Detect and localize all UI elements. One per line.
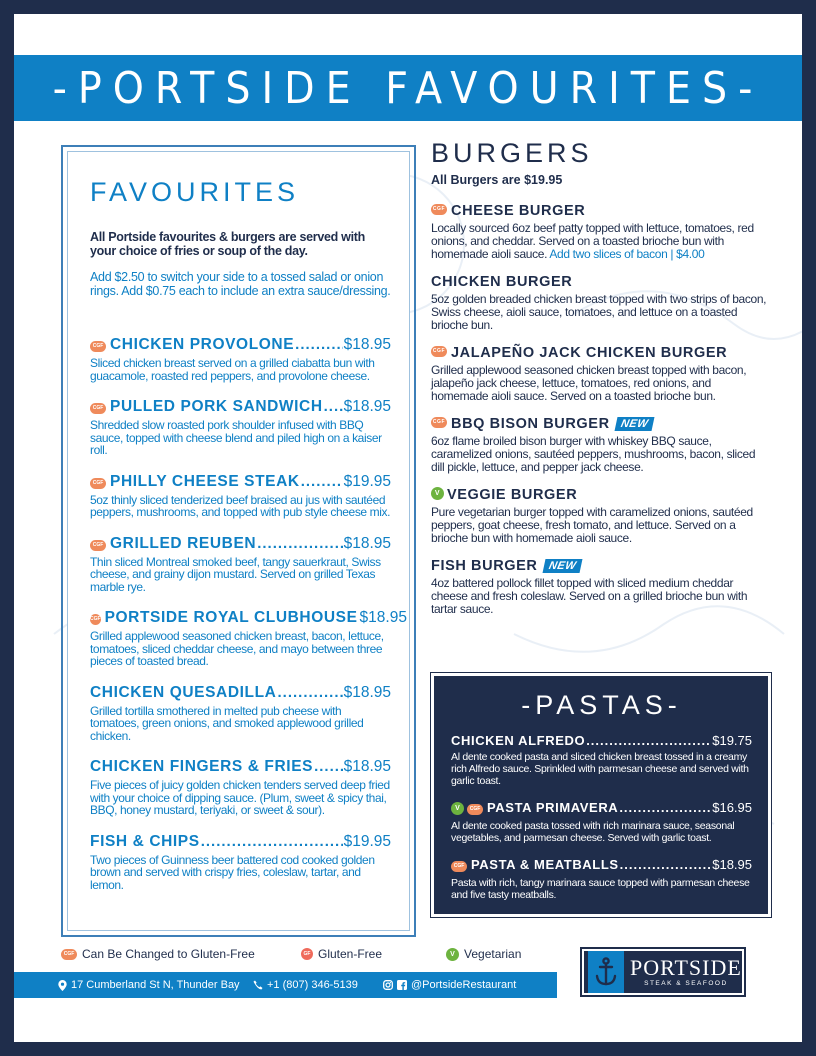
pastas-heading: -PASTAS- <box>521 690 682 720</box>
burger-item <box>431 345 771 403</box>
location-pin-icon <box>58 980 67 991</box>
page-title: -PORTSIDE FAVOURITES- <box>52 62 764 114</box>
burger-item-name: BBQ BISON BURGER <box>451 416 610 432</box>
burger-item-line <box>431 487 771 503</box>
burgers-price-note: All Burgers are $19.95 <box>431 173 563 187</box>
footer-phone[interactable] <box>253 979 383 991</box>
menu-item-description: Five pieces of juicy golden chicken tenders served deep fried with your choice of dipping sauce. (Plum, sweet & spicy thai, BBQ, honey mustard, teriyaki, or sweet & sour). <box>90 778 390 817</box>
pastas-section <box>431 673 771 917</box>
menu-item-line <box>90 684 391 702</box>
menu-item <box>90 535 391 594</box>
pasta-item-line <box>451 857 752 874</box>
favourites-addon-note: Add $2.50 to switch your side to a tossed salad or onion rings. Add $0.75 each to include an extra sauce/dressing. <box>90 270 391 298</box>
menu-item <box>90 758 391 817</box>
menu-item-price: $18.95 <box>343 683 391 701</box>
cgf-badge-icon: CGF <box>90 614 101 625</box>
burger-item <box>431 203 771 261</box>
address-text: 17 Cumberland St N, Thunder Bay <box>71 979 240 991</box>
burger-item-name: CHEESE BURGER <box>451 203 586 219</box>
new-badge: NEW <box>614 417 654 431</box>
dot-leader <box>295 336 342 353</box>
legend-veg <box>446 947 521 961</box>
burger-item-description <box>431 293 771 332</box>
burger-description-text: Pure vegetarian burger topped with caramelized onions, sautéed peppers, goat cheese, fresh tomato, and lettuce. Served on a brioche bun with homemade aioli sauce. <box>431 505 753 545</box>
menu-item-name: FISH & CHIPS <box>90 832 200 850</box>
burger-item-line <box>431 345 771 361</box>
menu-item <box>90 833 391 892</box>
burger-item-description <box>431 364 771 403</box>
cgf-badge-icon: CGF <box>431 204 447 215</box>
footer-address <box>58 979 253 991</box>
cgf-badge-icon: CGF <box>431 417 447 428</box>
footer-social[interactable] <box>383 979 516 991</box>
legend-veg-label: Vegetarian <box>464 947 522 961</box>
burger-item <box>431 558 771 616</box>
pastas-list <box>451 733 752 901</box>
burger-item <box>431 274 771 332</box>
burger-item-name: JALAPEÑO JACK CHICKEN BURGER <box>451 345 728 361</box>
pasta-item-price: $18.95 <box>712 857 752 872</box>
pasta-item-line <box>451 733 752 748</box>
burgers-heading: BURGERS <box>431 138 593 168</box>
burger-item <box>431 487 771 545</box>
burgers-section <box>431 138 771 616</box>
burger-description-text: Locally sourced 6oz beef patty topped with lettuce, tomatoes, red onions, and cheddar. Served on a toasted brioche bun with homemade aioli sauce. <box>431 221 754 261</box>
menu-item-name: CHICKEN PROVOLONE <box>110 336 295 353</box>
anchor-icon <box>588 951 624 993</box>
pasta-item-line <box>451 800 752 817</box>
cgf-badge-icon: CGF <box>431 346 447 357</box>
logo-wordmark <box>630 957 742 987</box>
menu-item-price: $19.95 <box>343 832 391 850</box>
dot-leader <box>619 800 711 815</box>
dot-leader <box>301 473 343 490</box>
dot-leader <box>324 398 343 415</box>
menu-item-price: $19.95 <box>343 472 391 490</box>
burger-item-description <box>431 577 771 616</box>
gf-badge-icon: GF <box>301 948 313 960</box>
menu-item <box>90 473 391 519</box>
menu-item-name: PORTSIDE ROYAL CLUBHOUSE <box>104 609 358 626</box>
dot-leader <box>620 857 712 872</box>
dot-leader <box>314 758 343 775</box>
pasta-item-name: PASTA & MEATBALLS <box>471 857 619 872</box>
logo-panel <box>584 951 742 993</box>
facebook-icon <box>397 980 407 990</box>
cgf-badge-icon: CGF <box>451 861 467 872</box>
new-badge: NEW <box>542 559 582 573</box>
logo-tagline: STEAK & SEAFOOD <box>644 980 728 987</box>
burger-item <box>431 416 771 474</box>
menu-item-price: $18.95 <box>343 398 391 415</box>
menu-item-description: Sliced chicken breast served on a grilled ciabatta bun with guacamole, roasted red peppers, and provolone cheese. <box>90 356 375 383</box>
favourites-section <box>61 145 416 937</box>
pasta-item-name: PASTA PRIMAVERA <box>487 800 619 815</box>
burger-item-description <box>431 506 771 545</box>
pasta-item-description: Al dente cooked pasta and sliced chicken breast tossed in a creamy rich Alfredo sauce. Sprinkled with parmesan cheese and served with garlic toast. <box>451 751 749 787</box>
burger-item-line <box>431 416 771 432</box>
cgf-badge-icon: CGF <box>90 478 106 489</box>
portside-logo <box>580 947 746 997</box>
legend-cgf-label: Can Be Changed to Gluten-Free <box>82 947 255 961</box>
burger-item-name: VEGGIE BURGER <box>447 487 578 503</box>
legend-gf-label: Gluten-Free <box>318 947 383 961</box>
title-banner <box>14 55 802 121</box>
anchor-graphic <box>595 957 617 987</box>
menu-item-name: CHICKEN QUESADILLA <box>90 683 277 701</box>
burger-addon-note: Add two slices of bacon | $4.00 <box>549 247 705 261</box>
cgf-badge-icon: CGF <box>467 804 483 815</box>
dot-leader <box>201 833 343 850</box>
burger-item-name: CHICKEN BURGER <box>431 274 573 290</box>
burger-item-description <box>431 222 771 261</box>
pasta-item <box>451 800 752 844</box>
menu-item-price: $18.95 <box>343 336 391 353</box>
pasta-item <box>451 857 752 901</box>
cgf-badge-icon: CGF <box>61 949 77 960</box>
menu-item-line <box>90 758 391 776</box>
menu-item-description: Thin sliced Montreal smoked beef, tangy sauerkraut, Swiss cheese, and grainy dijon mustard. Served on grilled Texas marble rye. <box>90 554 381 594</box>
cgf-badge-icon: CGF <box>90 341 106 352</box>
menu-item-price: $18.95 <box>343 758 391 775</box>
menu-item-name: CHICKEN FINGERS & FRIES <box>90 758 314 775</box>
menu-item-description: 5oz thinly sliced tenderized beef braised au jus with sautéed peppers, mushrooms, and topped with pub style cheese mix. <box>90 492 391 519</box>
vegetarian-badge-icon: V <box>451 802 464 815</box>
legend-gf <box>301 947 446 961</box>
menu-item-description: Grilled tortilla smothered in melted pub cheese with tomatoes, green onions, and smoked applewood grilled chicken. <box>90 703 364 743</box>
menu-item <box>90 609 407 668</box>
legend-cgf <box>61 947 301 961</box>
dot-leader <box>257 535 342 552</box>
menu-item-description: Two pieces of Guinness beer battered cod cooked golden brown and served with crispy fries, coleslaw, tartar, and lemon. <box>90 852 375 892</box>
pasta-item-description: Pasta with rich, tangy marinara sauce topped with parmesan cheese and five tasty meatballs. <box>451 877 750 901</box>
pasta-item <box>451 733 752 787</box>
burger-item-line <box>431 274 771 290</box>
burger-description-text: 6oz flame broiled bison burger with whiskey BBQ sauce, caramelized onions, sautéed peppers, mushrooms, bacon, sliced dill pickle, lettuce, and pepper jack cheese. <box>431 434 756 474</box>
vegetarian-badge-icon: V <box>446 948 459 961</box>
menu-item-description: Shredded slow roasted pork shoulder infused with BBQ sauce, topped with cheese blend and piled high on a kaiser roll. <box>90 418 382 457</box>
favourites-heading: FAVOURITES <box>90 177 300 207</box>
pasta-item-name: CHICKEN ALFREDO <box>451 733 586 748</box>
menu-item-price: $18.95 <box>343 534 391 552</box>
dot-leader <box>277 684 342 701</box>
pasta-item-price: $19.75 <box>712 733 752 748</box>
menu-item <box>90 336 391 382</box>
phone-text: +1 (807) 346-5139 <box>267 979 358 991</box>
burgers-list <box>431 203 771 616</box>
burger-item-description <box>431 435 771 474</box>
menu-item <box>90 398 391 457</box>
menu-item-line <box>90 609 407 627</box>
burger-item-name: FISH BURGER <box>431 558 538 574</box>
menu-item <box>90 684 391 743</box>
favourites-list <box>90 336 407 892</box>
burger-description-text: 4oz battered pollock fillet topped with sliced medium cheddar cheese and fresh coleslaw. Served on a grilled brioche bun with tartar sauce. <box>431 576 748 616</box>
menu-item-line <box>90 336 391 354</box>
cgf-badge-icon: CGF <box>90 540 106 551</box>
vegetarian-badge-icon: V <box>431 487 444 500</box>
menu-item-line <box>90 473 391 491</box>
menu-item-line <box>90 535 391 553</box>
dietary-legend <box>61 944 561 964</box>
phone-icon <box>253 980 263 990</box>
burger-description-text: 5oz golden breaded chicken breast topped with two strips of bacon, Swiss cheese, aioli sauce, tomatoes, and lettuce on a toasted brioche bun. <box>431 292 767 332</box>
contact-footer <box>14 972 557 998</box>
menu-item-price: $18.95 <box>359 609 407 626</box>
pasta-item-price: $16.95 <box>712 800 752 815</box>
burger-item-line <box>431 203 771 219</box>
logo-name: PORTSIDE <box>630 955 742 980</box>
favourites-panel <box>67 151 410 931</box>
menu-item-name: GRILLED REUBEN <box>110 534 257 552</box>
menu-item-description: Grilled applewood seasoned chicken breast, bacon, lettuce, tomatoes, sliced cheddar cheese, and mayo between three pieces of toasted bread. <box>90 629 384 668</box>
menu-item-line <box>90 833 391 851</box>
social-handle-text: @PortsideRestaurant <box>411 979 517 991</box>
burger-item-line <box>431 558 771 574</box>
favourites-intro: All Portside favourites & burgers are served with your choice of fries or soup of the day. <box>90 230 365 258</box>
dot-leader <box>586 733 711 748</box>
pasta-item-description: Al dente cooked pasta tossed with rich marinara sauce, seasonal vegetables, and parmesan cheese. Served with garlic toast. <box>451 820 735 844</box>
menu-item-name: PULLED PORK SANDWICH <box>110 398 323 415</box>
menu-item-name: PHILLY CHEESE STEAK <box>110 472 300 490</box>
cgf-badge-icon: CGF <box>90 403 106 414</box>
instagram-icon <box>383 980 393 990</box>
menu-item-line <box>90 398 391 416</box>
burger-description-text: Grilled applewood seasoned chicken breast topped with bacon, jalapeño jack cheese, lettuce, tomatoes, red onions, and homemade aioli sauce. Served on a toasted brioche bun. <box>431 363 747 403</box>
